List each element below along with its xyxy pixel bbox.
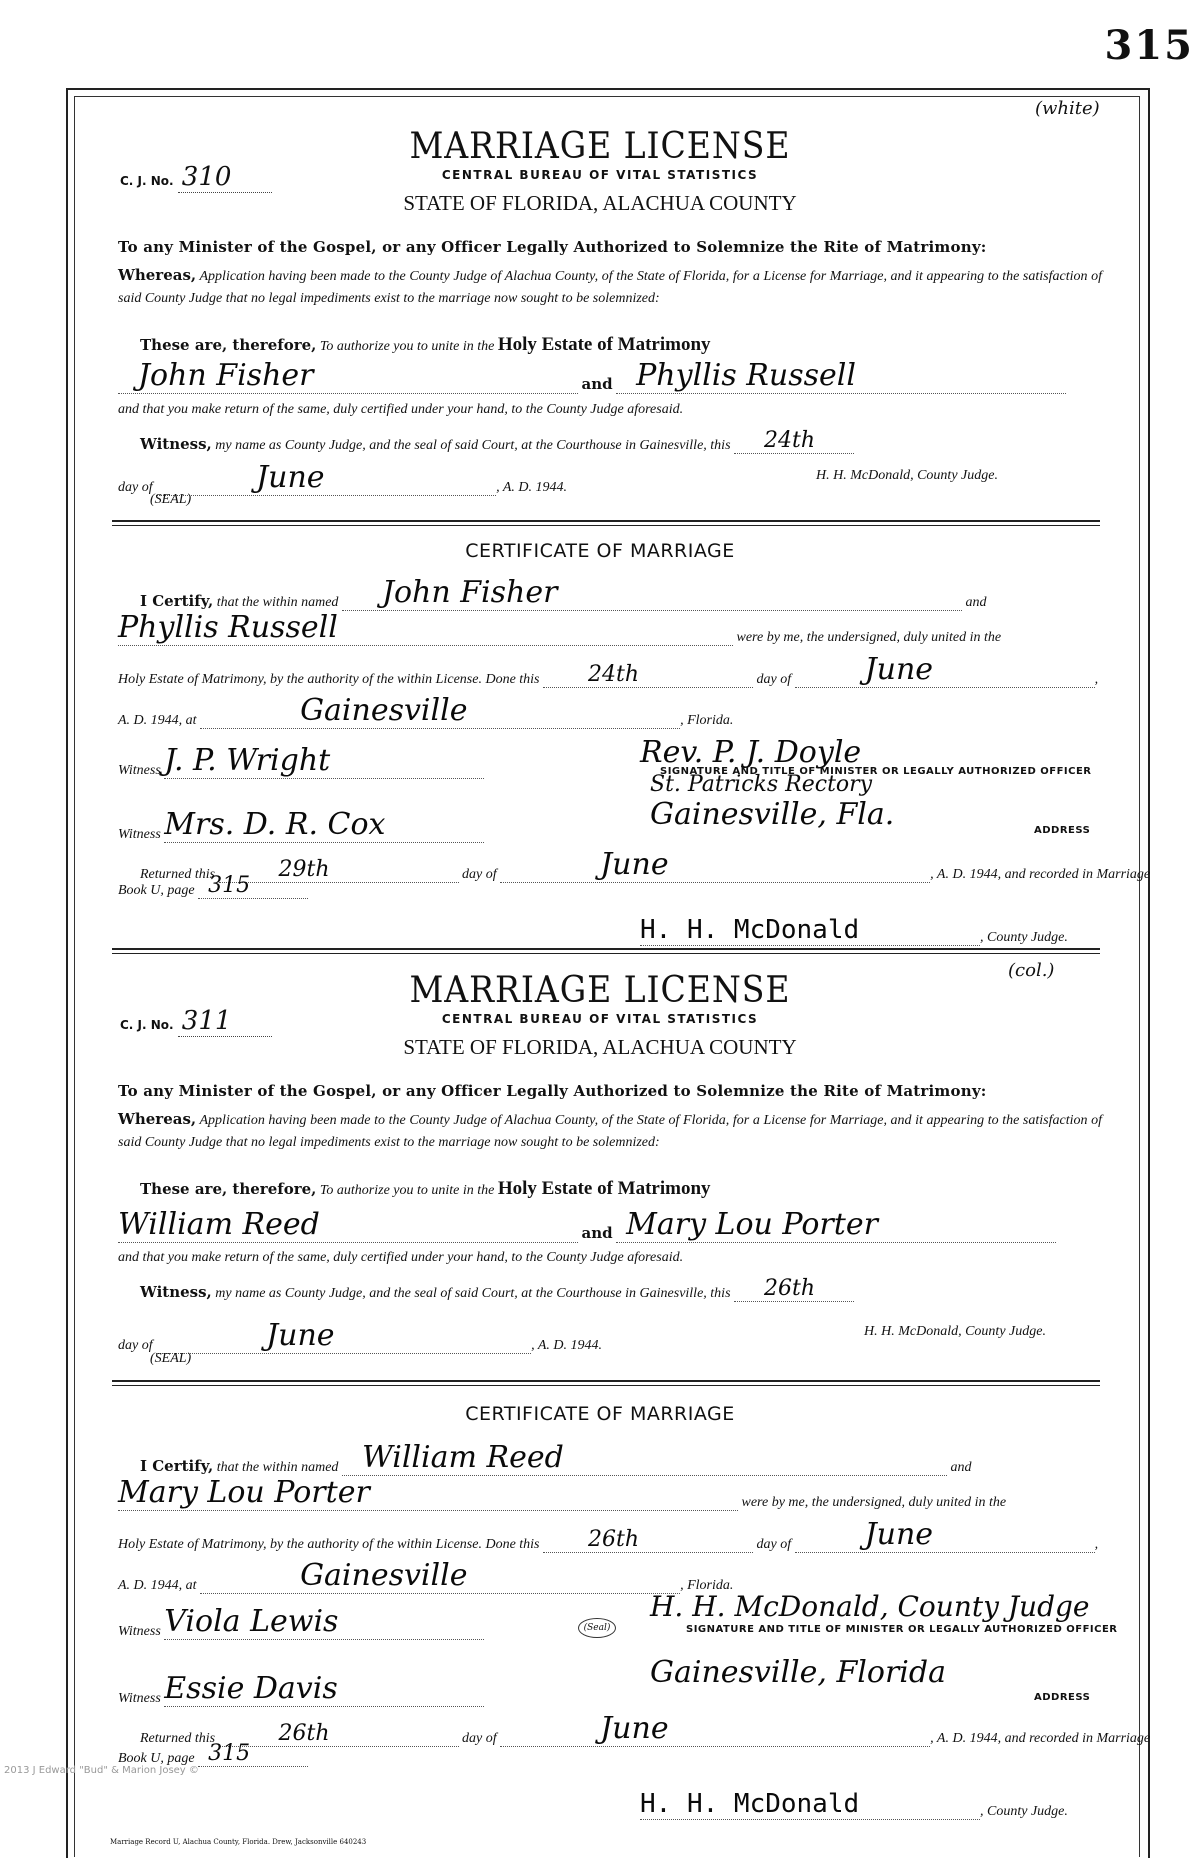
bride-line-2 [118,1475,1006,1511]
these-word: These are, therefore, [140,336,317,354]
holy-line-2: Holy Estate of Matrimony, by the authority of the within License. Done this 26th day of June , [118,1517,1099,1552]
whereas-word: Whereas, [118,266,197,284]
ad: , A. D. 19 [531,1338,585,1353]
witness2-line-1 [118,807,484,843]
whereas-text: Application having been made to the County Judge of Alachua County, of the State of Florida, for a License for Marriage, and it appearing to the satisfaction of said County Judge that no legal impediments exist to the marriage now sought to be solemnized: [118,269,1102,306]
witness2: Mrs. D. R. Cox [164,807,484,843]
bureau-2: CENTRAL BUREAU OF VITAL STATISTICS [441,1012,759,1026]
and-word: and [581,375,613,393]
cert-title-2: CERTIFICATE OF MARRIAGE [465,1403,735,1425]
seal-1: (SEAL) [150,492,192,507]
divider-1 [112,520,1100,526]
bride-name: Phyllis Russell [616,358,1066,394]
day-of: day of [756,672,792,687]
witness2: Essie Davis [164,1671,484,1707]
license-year: 44 [549,480,564,495]
returned-month: June [500,847,930,883]
united-text: were by me, the undersigned, duly united in the [736,630,1002,645]
cert-place: Gainesville [200,693,680,729]
address-caption-2: ADDRESS [1034,1692,1091,1703]
and: and [965,595,987,610]
witness-label: Witness [118,763,161,778]
ad-at: A. D. 19 [118,1578,165,1593]
return-2: and that you make return of the same, duly certified under your hand, to the County Judge aforesaid. [118,1250,684,1265]
witness-label: Witness [118,827,161,842]
these-text: To authorize you to unite in the [319,339,495,354]
return-1: and that you make return of the same, duly certified under your hand, to the County Judge aforesaid. [118,402,684,417]
returned-day: 26th [219,1721,459,1747]
done-month: June [795,1517,1095,1553]
license-day: 26th [734,1276,854,1302]
bride-line-1 [118,610,1001,646]
certify-line-2 [140,1440,971,1476]
certify-text: that the within named [216,595,339,610]
cj-label: C. J. No. [120,174,174,188]
cert-year: 44 [164,1578,179,1593]
witness1: J. P. Wright [164,743,484,779]
parties-line-2 [118,1207,1056,1243]
returned-month: June [500,1711,930,1747]
to-any-1: To any Minister of the Gospel, or any Officer Legally Authorized to Solemnize the Rite of Matrimony: [118,238,987,256]
at: , at [178,1578,197,1593]
officer-sig-1: Rev. P. J. Doyle [640,735,862,770]
judge-sig: H. H. McDonald [640,915,980,946]
these-text: To authorize you to unite in the [319,1183,495,1198]
day-of: day of [118,480,153,495]
state-1: STATE OF FLORIDA, ALACHUA COUNTY [403,191,797,215]
license-month: June [156,460,496,496]
license-title-2: MARRIAGE LICENSE [409,970,791,1011]
recorded-text: , A. D. 1944, and recorded in Marriage [930,1731,1151,1746]
book-page: 315 [198,873,308,899]
florida: , Florida. [680,1578,734,1593]
cj-label: C. J. No. [120,1018,174,1032]
groom-name: John Fisher [118,358,578,394]
certify-line-1 [140,575,986,611]
license-day: 24th [734,428,854,454]
seal-2: (SEAL) [150,1351,192,1366]
and: and [950,1460,972,1475]
day-of: day of [118,1338,153,1353]
holy-estate: Holy Estate of Matrimony [497,1178,711,1199]
witness-label: Witness [118,1624,161,1639]
recorded-text: , A. D. 1944, and recorded in Marriage [930,867,1151,882]
witness1-line-2 [118,1604,484,1640]
county-judge: , County Judge. [980,1804,1068,1819]
done-day: 24th [543,662,753,688]
whereas-text: Application having been made to the County Judge of Alachua County, of the State of Florida, for a License for Marriage, and it appearing to the satisfaction of said County Judge that no legal impediments exist to the marriage now sought to be solemnized: [118,1113,1102,1150]
license-year: 44 [584,1338,599,1353]
returned-day: 29th [219,857,459,883]
bureau-1: CENTRAL BUREAU OF VITAL STATISTICS [441,168,759,182]
these-are-1 [140,334,711,356]
witness-word: Witness, [140,435,212,453]
seal-stamp-icon: (Seal) [578,1618,616,1638]
certify-text: that the within named [216,1460,339,1475]
divider-2 [112,948,1100,954]
cj-value: 311 [178,1006,272,1037]
race-note-2: (col.) [1008,960,1055,981]
holy-line-1: Holy Estate of Matrimony, by the authority of the within License. Done this 24th day of June , [118,652,1099,687]
sig-caption-1: SIGNATURE AND TITLE OF MINISTER OR LEGALLY AUTHORIZED OFFICER [660,766,1092,777]
these-are-2 [140,1178,711,1200]
race-note-1: (white) [1035,98,1100,119]
book-line-2 [118,1741,308,1767]
ad: , A. D. 19 [496,480,550,495]
done-day: 26th [543,1527,753,1553]
witness-line-1 [140,428,854,454]
officer-address-2: Gainesville, Florida [650,1655,946,1690]
cert-bride: Phyllis Russell [118,610,733,646]
these-word: These are, therefore, [140,1180,317,1198]
cert-title-1: CERTIFICATE OF MARRIAGE [465,540,735,562]
bride-name: Mary Lou Porter [616,1207,1056,1243]
to-any-2: To any Minister of the Gospel, or any Officer Legally Authorized to Solemnize the Rite of Matrimony: [118,1082,987,1100]
date-line-1: day of June , A. D. 1944. [118,460,568,495]
witness-line-2 [140,1276,854,1302]
book-page: 315 [198,1741,308,1767]
holy-text: Holy Estate of Matrimony, by the authority of the within License. Done this [118,672,540,687]
divider-3 [112,1380,1100,1386]
page-number: 315 [1104,22,1194,69]
copyright-watermark: 2013 J Edward "Bud" & Marion Josey © [4,1765,199,1776]
certify-word: I Certify, [140,1457,214,1475]
witness-text: my name as County Judge, and the seal of said Court, at the Courthouse in Gainesville, this [215,1286,731,1301]
witness-text: my name as County Judge, and the seal of said Court, at the Courthouse in Gainesville, this [215,438,731,453]
sig-caption-2: SIGNATURE AND TITLE OF MINISTER OR LEGALLY AUTHORIZED OFFICER [686,1624,1118,1635]
whereas-1 [118,264,1102,310]
returned-text: Returned this [140,1731,216,1746]
whereas-2 [118,1108,1102,1154]
groom-name: William Reed [118,1207,578,1243]
witness-word: Witness, [140,1283,212,1301]
united-text: were by me, the undersigned, duly united in the [741,1495,1007,1510]
judge-sig-line-1 [640,915,1068,946]
judge-sig-line-2 [640,1789,1068,1820]
book-line-1 [118,873,308,899]
officer-title-1: St. Patricks Rectory [650,772,873,797]
cert-groom: John Fisher [342,575,962,611]
cert-year: 44 [164,713,179,728]
witness1: Viola Lewis [164,1604,484,1640]
license-title-1: MARRIAGE LICENSE [409,126,791,167]
judge-1: H. H. McDonald, County Judge. [816,468,998,483]
holy-estate: Holy Estate of Matrimony [497,334,711,355]
officer-sig-2: H. H. McDonald, County Judge [650,1590,1090,1623]
witness2-line-2 [118,1671,484,1707]
cert-bride: Mary Lou Porter [118,1475,738,1511]
day-of: day of [756,1537,792,1552]
state-2: STATE OF FLORIDA, ALACHUA COUNTY [403,1035,797,1059]
book-text: Book U, page [118,1751,195,1766]
place-line-1 [118,693,733,729]
day-of: day of [462,867,497,882]
cert-groom: William Reed [342,1440,947,1476]
county-judge: , County Judge. [980,930,1068,945]
and-word: and [581,1224,613,1242]
officer-address-1: Gainesville, Fla. [650,797,895,832]
certify-word: I Certify, [140,592,214,610]
holy-text: Holy Estate of Matrimony, by the authority of the within License. Done this [118,1537,540,1552]
judge-2: H. H. McDonald, County Judge. [864,1324,1046,1339]
at: , at [178,713,197,728]
parties-line-1 [118,358,1066,394]
witness1-line-1 [118,743,484,779]
date-line-2: day of June , A. D. 1944. [118,1318,603,1353]
whereas-word: Whereas, [118,1110,197,1128]
address-caption-1: ADDRESS [1034,825,1091,836]
day-of: day of [462,1731,497,1746]
place-line-2 [118,1558,733,1594]
book-text: Book U, page [118,883,195,898]
cert-place: Gainesville [200,1558,680,1594]
witness-label: Witness [118,1691,161,1706]
done-month: June [795,652,1095,688]
cj-value: 310 [178,162,272,193]
footer-imprint: Marriage Record U, Alachua County, Florida. Drew, Jacksonville 640243 [110,1838,367,1846]
ad-at: A. D. 19 [118,713,165,728]
florida: , Florida. [680,713,734,728]
returned-text: Returned this [140,867,216,882]
judge-sig: H. H. McDonald [640,1789,980,1820]
license-month: June [156,1318,531,1354]
